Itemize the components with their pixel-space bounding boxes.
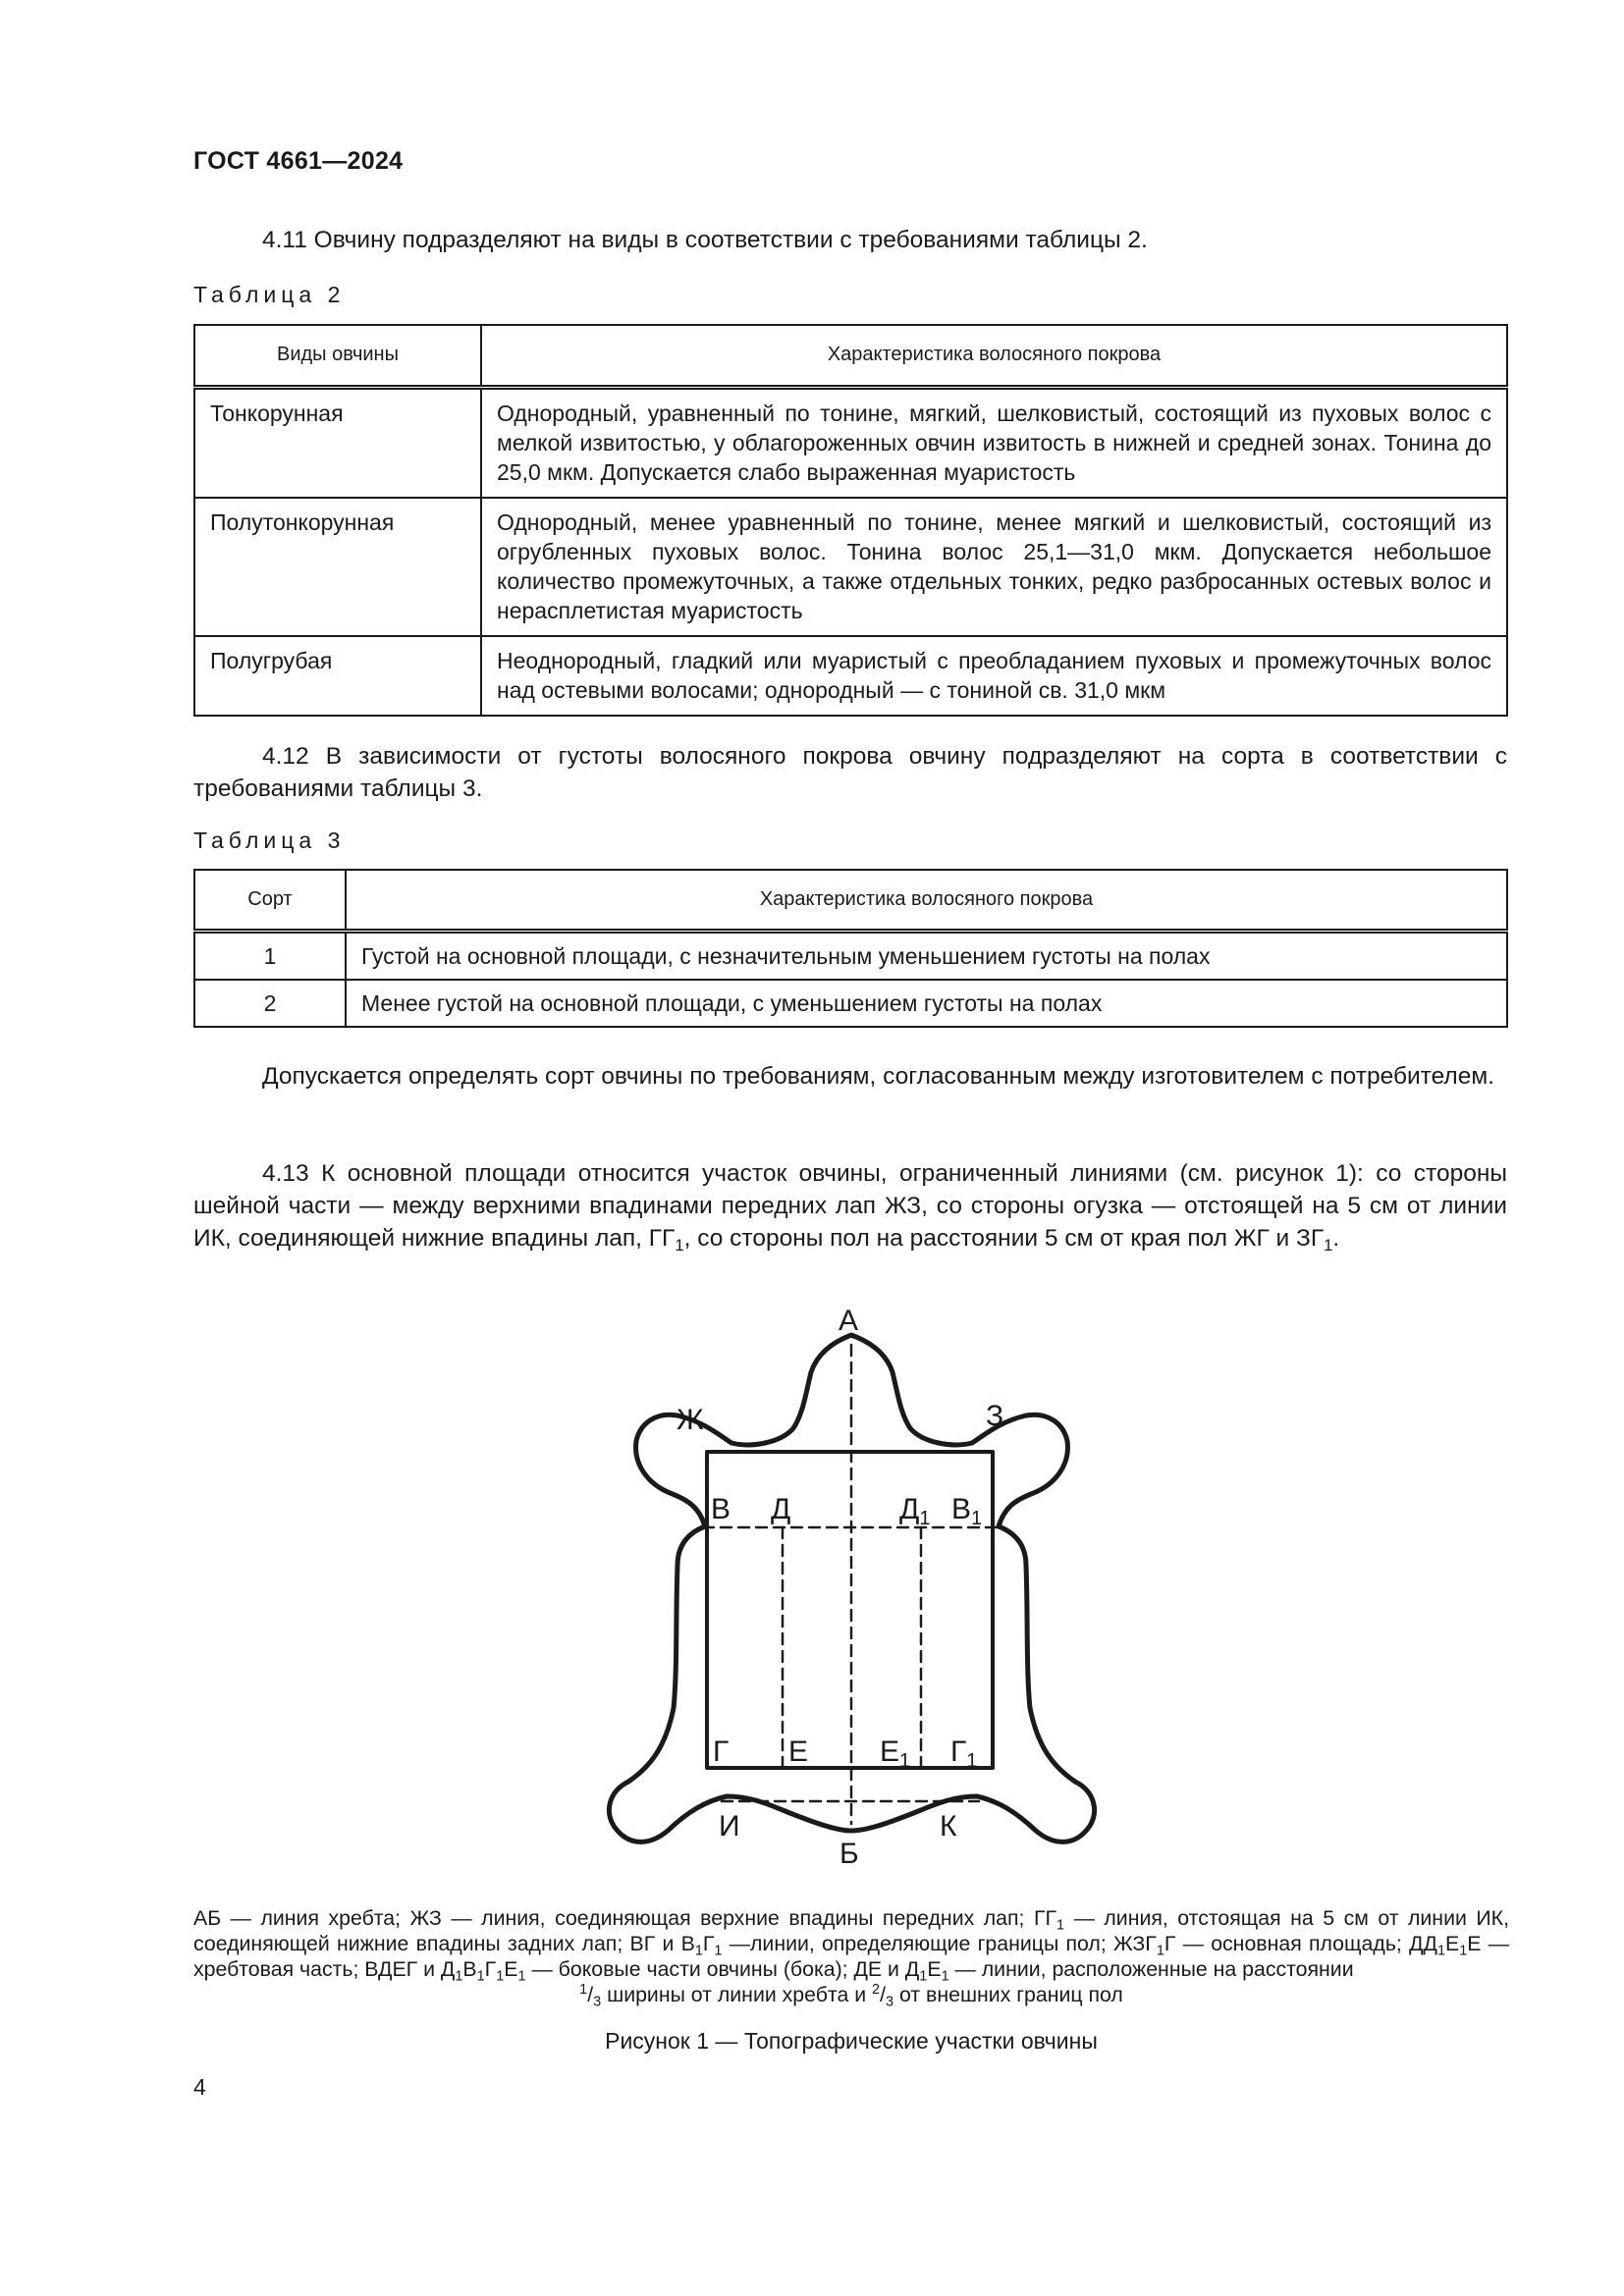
table-2-header-kind: Виды овчины xyxy=(194,325,481,387)
subscript: 1 xyxy=(496,1968,505,1985)
subscript: 1 xyxy=(919,1968,928,1985)
text-run: АБ — линия хребта; ЖЗ — линия, соединяющая верхние впадины передних лап; ГГ xyxy=(193,1906,1057,1930)
label-v1 xyxy=(951,1493,982,1529)
text-run: —линии, определяющие границы пол; ЖЗГ xyxy=(722,1932,1157,1955)
subscript: 1 xyxy=(1056,1917,1065,1934)
subscript: 1 xyxy=(971,1508,983,1529)
text-run: — линия, отстоящая на 5 см от линии ИК, соединяющей нижние впадины задних лап; ВГ и В xyxy=(193,1906,1509,1955)
table-cell-desc: Густой на основной площади, с незначительным уменьшением густоты на полах xyxy=(346,931,1507,980)
text-run: Е xyxy=(1444,1932,1460,1955)
subscript: 1 xyxy=(517,1968,526,1985)
label-v1-letter: В xyxy=(951,1493,972,1525)
text-run: от внешних границ пол xyxy=(893,1983,1123,2006)
document-header: ГОСТ 4661—2024 xyxy=(193,147,404,175)
table-2-header-desc: Характеристика волосяного покрова xyxy=(481,325,1507,387)
table-cell-desc: Менее густой на основной площади, с уменьшением густоты на полах xyxy=(346,980,1507,1027)
subscript: 1 xyxy=(941,1968,949,1985)
table-cell-kind: Полутонкорунная xyxy=(194,498,481,636)
text-run: Е — хребтовая часть; ВДЕГ и Д xyxy=(193,1932,1509,1981)
subscript: 1 xyxy=(675,1235,684,1255)
label-k: К xyxy=(940,1810,957,1842)
label-zh: Ж xyxy=(677,1404,704,1436)
text-run: , со стороны пол на расстоянии 5 см от края пол ЖГ и ЗГ xyxy=(683,1225,1325,1252)
text-run: — боковые части овчины (бока); ДЕ и Д xyxy=(525,1957,920,1981)
table-cell-desc: Однородный, уравненный по тонине, мягкий, шелковистый, состоящий из пуховых волос с мелкой извитостью, у облагороженных овчин извитость в нижней и средней зонах. Тонина до 25,0 мкм. Допускается слабо выраженная муаристость xyxy=(481,387,1507,498)
paragraph-grade-note: Допускается определять сорт овчины по требованиям, согласованным между изготовителем с потребителем. xyxy=(262,1063,1494,1090)
table-3-header-grade: Сорт xyxy=(194,870,346,931)
subscript: 1 xyxy=(899,1750,911,1772)
subscript: 1 xyxy=(1459,1943,1468,1959)
table-cell-grade: 1 xyxy=(194,931,346,980)
subscript: 1 xyxy=(919,1508,931,1529)
fraction-numerator: 1 xyxy=(579,1981,588,1998)
figure-caption: Рисунок 1 — Топографические участки овчины xyxy=(605,2028,1098,2054)
subscript: 1 xyxy=(694,1943,703,1959)
label-g1 xyxy=(950,1735,977,1772)
text-run: Г xyxy=(702,1932,715,1955)
subscript: 1 xyxy=(476,1968,485,1985)
table-2-caption: Таблица 2 xyxy=(193,282,346,307)
figure-legend xyxy=(193,1905,1509,2010)
fraction-numerator: 2 xyxy=(872,1981,881,1998)
paragraph-4-12: 4.12 В зависимости от густоты волосяного покрова овчину подразделяют на сорта в соответствии с требованиями таблицы 3. xyxy=(193,743,1507,802)
page-number: 4 xyxy=(193,2074,206,2100)
text-run: 4.13 К основной площади относится участок овчины, ограниченный линиями (см. рисунок 1): со стороны шейной части — между верхними впадинами передних лап ЖЗ, со стороны огузка — отстоящей на 5 см от линии ИК, соединяющей нижние впадины лап, ГГ xyxy=(193,1160,1507,1252)
label-a: А xyxy=(839,1305,859,1337)
fraction-denominator: 3 xyxy=(593,1994,602,2010)
label-d1-letter: Д xyxy=(899,1493,920,1525)
label-v: В xyxy=(711,1493,731,1525)
legend-last-line: $^1/_3$ ширины от линии хребта и $^2/_3$ от внешних границ пол xyxy=(579,1981,1123,2010)
label-e1 xyxy=(880,1735,910,1772)
table-cell-kind: Тонкорунная xyxy=(194,387,481,498)
text-run: В xyxy=(462,1957,477,1981)
subscript: 1 xyxy=(455,1968,463,1985)
table-3-header-desc: Характеристика волосяного покрова xyxy=(346,870,1507,931)
label-g1-letter: Г xyxy=(950,1735,967,1768)
text-run: Г xyxy=(484,1957,497,1981)
table-cell-desc: Однородный, менее уравненный по тонине, менее мягкий и шелковистый, состоящий из огрубленных пуховых волос. Тонина волос 25,1—31,0 мкм. Допускается небольшое количество промежуточных, а также отдельных тонких, редко разбросанных остевых волос и нерасплетистая муаристость xyxy=(481,498,1507,636)
subscript: 1 xyxy=(1436,1943,1445,1959)
main-area-rectangle xyxy=(707,1452,993,1768)
label-e1-letter: Е xyxy=(880,1735,900,1768)
text-run: Г — основная площадь; ДД xyxy=(1164,1932,1437,1955)
table-cell-desc: Неоднородный, гладкий или муаристый с преобладанием пуховых и промежуточных волос над остевыми волосами; однородный — с тониной св. 31,0 мкм xyxy=(481,636,1507,716)
paragraph-4-11: 4.11 Овчину подразделяют на виды в соответствии с требованиями таблицы 2. xyxy=(262,227,1148,253)
subscript: 1 xyxy=(1324,1235,1333,1255)
subscript: 1 xyxy=(966,1750,978,1772)
table-3-caption: Таблица 3 xyxy=(193,828,346,853)
fraction-denominator: 3 xyxy=(886,1994,894,2010)
subscript: 1 xyxy=(1156,1943,1164,1959)
text-run: ширины от линии хребта и xyxy=(601,1983,873,2006)
table-cell-kind: Полугрубая xyxy=(194,636,481,716)
label-b: Б xyxy=(839,1838,859,1870)
label-z: З xyxy=(986,1400,1004,1432)
label-d1 xyxy=(899,1493,930,1529)
table-cell-grade: 2 xyxy=(194,980,346,1027)
label-g: Г xyxy=(713,1735,730,1768)
text-run: . xyxy=(1332,1225,1340,1252)
subscript: 1 xyxy=(714,1943,723,1959)
text-run: Е xyxy=(504,1957,518,1981)
label-i: И xyxy=(719,1810,740,1842)
figure-labels xyxy=(677,1305,1003,1870)
label-e: Е xyxy=(788,1735,809,1768)
text-run: — линии, расположенные на расстоянии xyxy=(948,1957,1354,1981)
text-run: Е xyxy=(927,1957,942,1981)
label-d: Д xyxy=(771,1493,791,1525)
